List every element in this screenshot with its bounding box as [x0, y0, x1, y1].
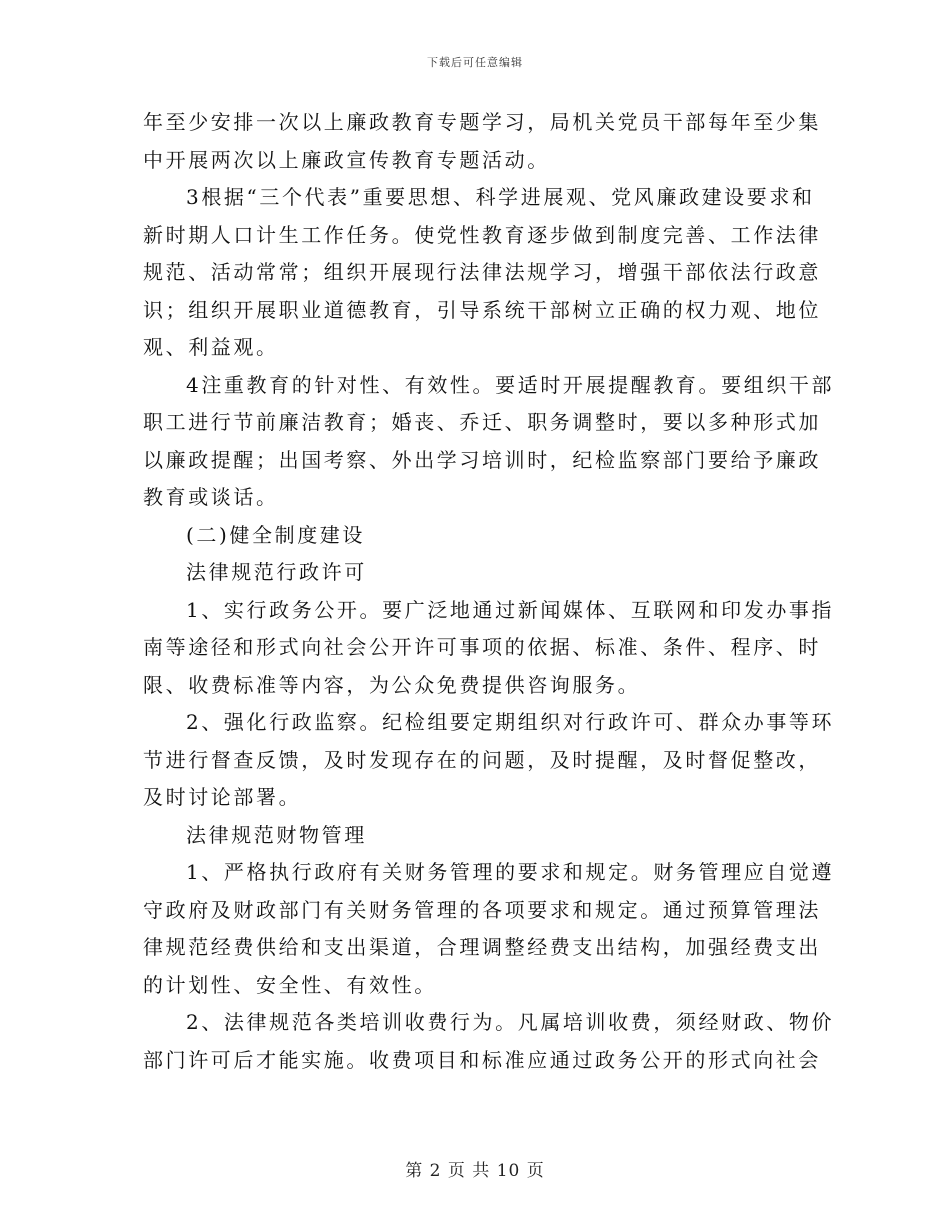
text-line: 2、强化行政监察。纪检组要定期组织对行政许可、群众办事等环	[186, 710, 835, 734]
text-line: 的计划性、安全性、有效性。	[143, 972, 437, 997]
text-line: 新时期人口计生工作任务。使党性教育逐步做到制度完善、工作法律	[143, 222, 821, 247]
text-line: 1、严格执行政府有关财务管理的要求和规定。财务管理应自觉遵	[186, 860, 835, 884]
text-line: 及时讨论部署。	[143, 785, 302, 809]
text-line: 3根据“三个代表”重要思想、科学进展观、党风廉政建设要求和	[186, 185, 815, 209]
text-line: 4注重教育的针对性、有效性。要适时开展提醒教育。要组织干部	[186, 372, 835, 397]
text-line: 中开展两次以上廉政宣传教育专题活动。	[143, 147, 550, 172]
page-number-footer: 第 2 页 共 10 页	[405, 1161, 545, 1181]
text-line: 观、利益观。	[143, 335, 279, 359]
section-heading: (二)健全制度建设	[186, 522, 366, 547]
text-line: 1、实行政务公开。要广泛地通过新闻媒体、互联网和印发办事指	[186, 597, 835, 622]
document-body	[143, 104, 835, 1079]
text-line: 部门许可后才能实施。收费项目和标准应通过政务公开的形式向社会	[143, 1047, 821, 1072]
text-line: 以廉政提醒；出国考察、外出学习培训时，纪检监察部门要给予廉政	[143, 447, 821, 472]
text-line: 年至少安排一次以上廉政教育专题学习，局机关党员干部每年至少集	[143, 110, 821, 134]
page-header: 下载后可任意编辑	[427, 56, 523, 69]
text-line: 限、收费标准等内容，为公众免费提供咨询服务。	[143, 672, 641, 697]
text-line: 职工进行节前廉洁教育；婚丧、乔迁、职务调整时，要以多种形式加	[143, 410, 821, 434]
subsection-heading: 法律规范财物管理	[186, 822, 367, 847]
text-line: 识；组织开展职业道德教育，引导系统干部树立正确的权力观、地位	[143, 297, 821, 322]
subsection-heading: 法律规范行政许可	[186, 560, 367, 584]
text-line: 规范、活动常常；组织开展现行法律法规学习，增强干部依法行政意	[143, 260, 821, 284]
text-line: 节进行督查反馈，及时发现存在的问题，及时提醒，及时督促整改，	[143, 747, 821, 772]
text-line: 律规范经费供给和支出渠道，合理调整经费支出结构，加强经费支出	[143, 935, 821, 959]
text-line: 守政府及财政部门有关财务管理的各项要求和规定。通过预算管理法	[143, 897, 821, 922]
text-line: 南等途径和形式向社会公开许可事项的依据、标准、条件、程序、时	[143, 635, 821, 659]
text-line: 教育或谈话。	[143, 485, 279, 509]
text-line: 2、法律规范各类培训收费行为。凡属培训收费，须经财政、物价	[186, 1010, 835, 1034]
